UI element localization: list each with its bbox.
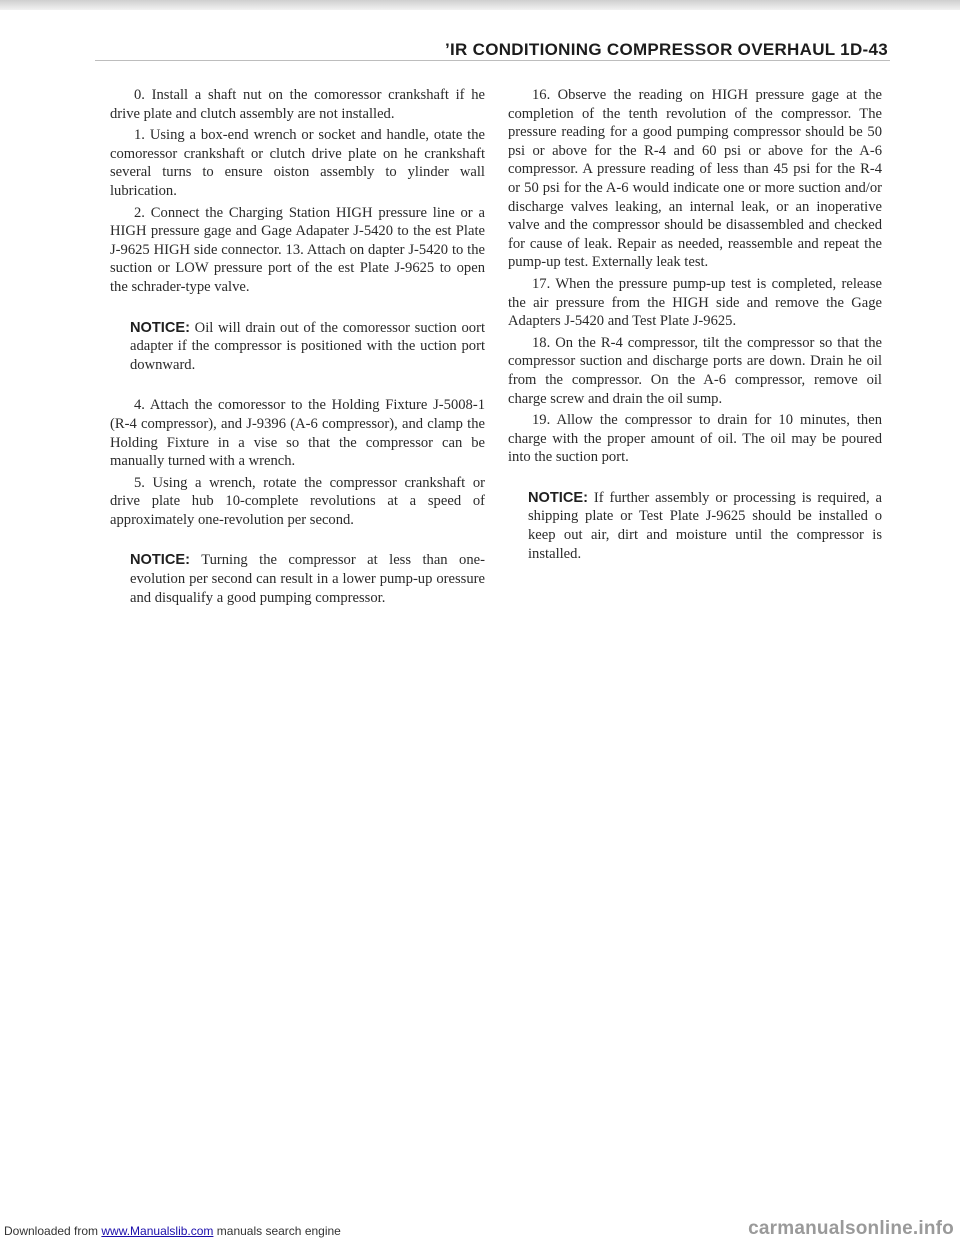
body-paragraph: 0. Install a shaft nut on the comoressor crankshaft if he drive plate and clutch assembly are not installed. (110, 87, 485, 122)
download-suffix: manuals search engine (213, 1224, 341, 1238)
notice-paragraph (110, 319, 485, 375)
notice-text: If further assembly or processing is required, a shipping plate or Test Plate J-9625 should be installed o keep out air, dirt and moisture until the compressor is installed. (528, 489, 882, 562)
body-paragraph: 19. Allow the compressor to drain for 10 minutes, then charge with the proper amount of oil. The oil may be poured into the suction port. (508, 412, 882, 466)
download-prefix: Downloaded from (4, 1224, 102, 1238)
manualslib-link[interactable]: www.Manualslib.com (101, 1224, 214, 1238)
page-header-title: ’IR CONDITIONING COMPRESSOR OVERHAUL 1D-43 (444, 40, 888, 59)
body-paragraph: 2. Connect the Charging Station HIGH pressure line or a HIGH pressure gage and Gage Adapater J-5420 to the est Plate J-9625 HIGH side connector. 13. Attach on dapter J-5420 to the suction or LOW pressure port of the est Plate J-9625 to open the schrader-type valve. (110, 204, 485, 295)
body-paragraph: 4. Attach the comoressor to the Holding Fixture J-5008-1 (R-4 compressor), and J-9396 (A-6 compressor), and clamp the Holding Fixture in a vise so that the compressor can be manually turned with a wrench. (110, 397, 485, 470)
notice-label: NOTICE: (528, 489, 588, 506)
download-credit (4, 1224, 341, 1238)
body-paragraph: 18. On the R-4 compressor, tilt the compressor so that the compressor suction and discharge ports are down. Drain he oil from the compressor. On the A-6 compressor, remove oil charge screw and drain the oil sump. (508, 334, 882, 407)
notice-paragraph (110, 551, 485, 607)
body-paragraph: 1. Using a box-end wrench or socket and handle, otate the comoressor crankshaft or clutch drive plate on he crankshaft several turns to ensure oiston assembly to ylinder wall lubrication. (110, 127, 485, 199)
notice-text: Oil will drain out of the comoressor suction oort adapter if the compressor is positioned with the uction port downward. (130, 319, 485, 373)
right-column (508, 86, 882, 585)
body-paragraph: 17. When the pressure pump-up test is completed, release the air pressure from the HIGH side and remove the Gage Adapters J-5420 and Test Plate J-9625. (508, 275, 882, 330)
left-column (110, 86, 485, 629)
notice-label: NOTICE: (130, 552, 190, 569)
header-rule (95, 60, 890, 61)
top-edge-shadow (0, 0, 960, 10)
notice-label: NOTICE: (130, 319, 190, 336)
watermark-text: carmanualsonline.info (748, 1218, 954, 1239)
body-paragraph: 16. Observe the reading on HIGH pressure gage at the completion of the tenth revolution of the compressor. The pressure reading for a good pumping compressor should be 50 psi or above for the R-4 and 60 psi or above for the A-6 compressor. A pressure reading of less than 45 psi for the R-4 or 50 psi for the A-6 would indicate one or more suction and/or discharge valves leaking, an internal leak, or an inoperative valve and the compressor should be disassembled and checked for cause of leak. Repair as needed, reassemble and repeat the pump-up test. Externally leak test. (508, 87, 882, 271)
notice-paragraph (508, 489, 882, 563)
body-paragraph: 5. Using a wrench, rotate the compressor crankshaft or drive plate hub 10-complete revolutions at a speed of approximately one-revolution per second. (110, 474, 485, 528)
notice-text: Turning the compressor at less than one-evolution per second can result in a lower pump-up oressure and disqualify a good pumping compressor. (130, 552, 485, 606)
